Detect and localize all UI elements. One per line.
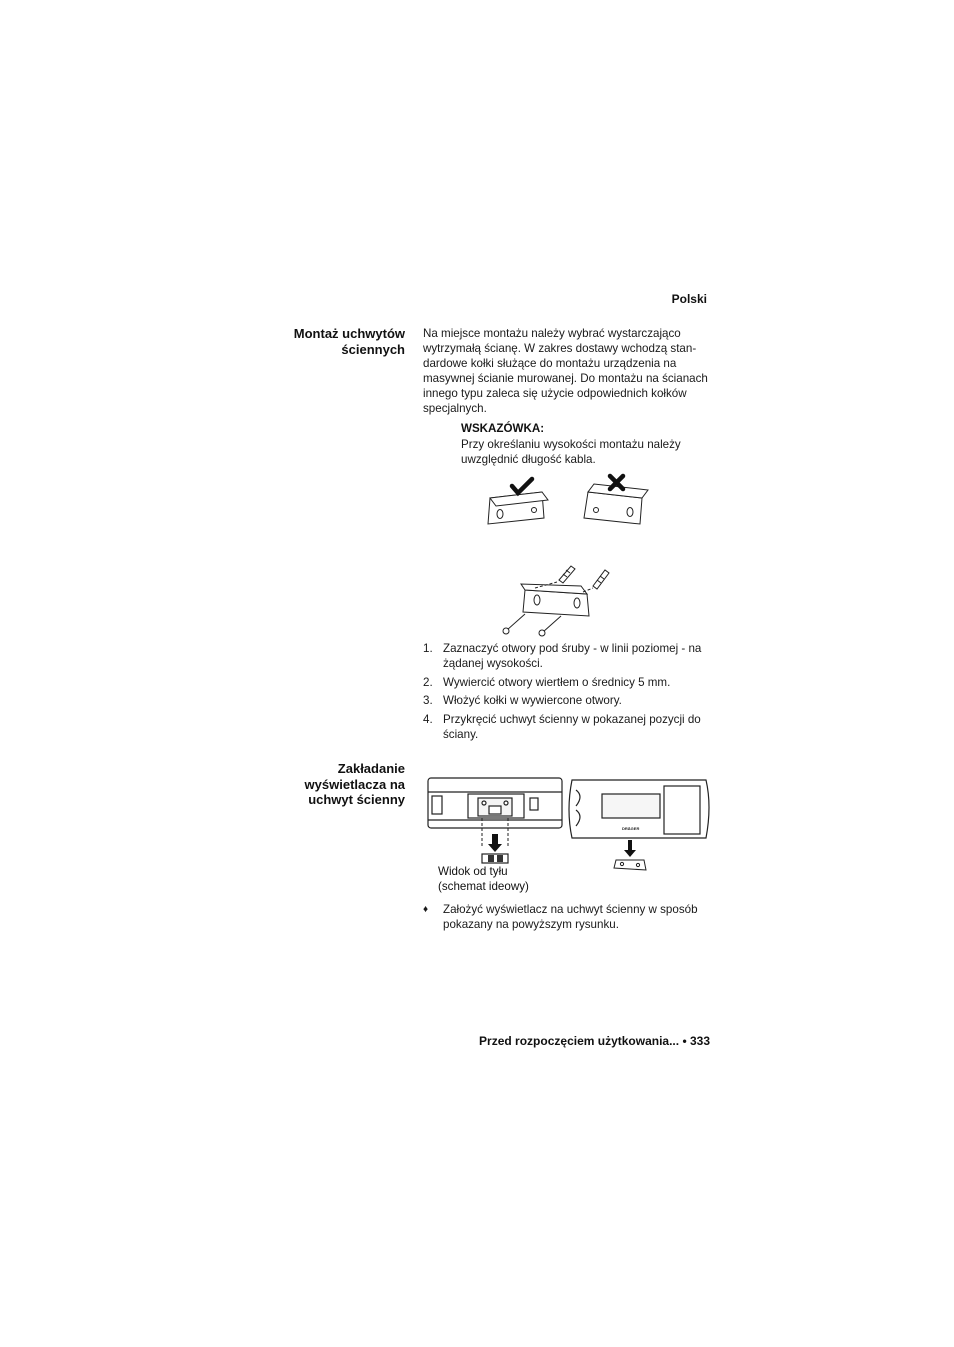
caption-line: (schemat ideowy) (438, 879, 529, 893)
heading-line: wyświetlacza na (304, 776, 405, 792)
heading-line: ściennych (341, 341, 405, 357)
wall-bracket-front (614, 860, 646, 870)
incorrect-bracket (584, 484, 648, 524)
display-rear-view-illustration (426, 776, 566, 868)
check-mark-icon (512, 479, 532, 493)
paragraph-line: wytrzymałą ścianę. W zakres dostawy wchodzą stan- (423, 342, 697, 355)
paragraph-line: innego typu zaleca się użycie odpowiednich kołków (423, 387, 687, 400)
bullet-diamond-icon: ♦ (423, 904, 429, 915)
bullet-instruction (423, 902, 713, 932)
tip-line: uwzględnić długość kabla. (461, 453, 596, 466)
heading-line: uchwyt ścienny (308, 792, 405, 807)
mounting-steps (423, 641, 713, 745)
language-label: Polski (671, 292, 707, 306)
display-front-view-illustration (566, 776, 716, 876)
tip-title: WSKAZÓWKA: (461, 422, 545, 435)
step-number: 4. (423, 712, 433, 726)
bracket-hole (574, 598, 580, 608)
step-text: Włożyć kołki w wywiercone otwory. (443, 694, 622, 707)
figure-caption (438, 865, 558, 894)
tip-line: Przy określaniu wysokości montażu należy (461, 438, 681, 451)
correct-bracket (488, 492, 548, 524)
list-item (423, 712, 713, 742)
wall-bracket-rear (482, 854, 508, 863)
step-text: Wywiercić otwory wiertłem o średnicy 5 mm. (443, 675, 671, 689)
list-item (423, 641, 713, 671)
bracket-hole (534, 595, 540, 605)
paragraph-line: dardowe kołki służące do montażu urządzenia na (423, 357, 677, 370)
display-side-panel (664, 786, 700, 834)
paragraph-line: specjalnych. (423, 402, 487, 415)
arrow-down-icon (488, 834, 502, 852)
dowel (559, 566, 575, 583)
step-text: Zaznaczyć otwory pod śruby - w linii poziomej - na (443, 642, 702, 655)
rear-connector (432, 796, 442, 814)
display-screen (602, 794, 660, 818)
step-number: 3. (423, 694, 433, 707)
list-item (423, 693, 713, 708)
step-text: żądanej wysokości. (443, 657, 543, 670)
screw (539, 616, 561, 636)
bracket-orientation-illustration (480, 470, 660, 530)
bullet-text: Założyć wyświetlacz na uchwyt ścienny w sposób (443, 903, 698, 916)
step-text: Przykręcić uchwyt ścienny w pokazanej pozycji do (443, 712, 701, 726)
heading-line: Montaż uchwytów (293, 326, 405, 341)
bullet-text: pokazany na powyższym rysunku. (443, 918, 619, 931)
bracket-screws-illustration (495, 558, 625, 640)
intro-paragraph (423, 326, 713, 416)
caption-line: Widok od tyłu (438, 865, 508, 878)
tip-text (461, 437, 711, 467)
list-item (423, 675, 713, 690)
screw (503, 614, 525, 634)
heading-line: Zakładanie (337, 761, 405, 776)
page-footer: Przed rozpoczęciem użytkowania... • 333 (479, 1034, 710, 1048)
paragraph-line: masywnej ścianie murowanej. Do montażu na ścianach (423, 372, 708, 385)
section-heading-mounting (240, 326, 405, 357)
step-text: ściany. (443, 727, 479, 741)
arrow-down-icon (624, 840, 636, 857)
step-number: 2. (423, 675, 433, 689)
section-heading-display-attach (240, 761, 405, 808)
step-number: 1. (423, 642, 433, 655)
paragraph-line: Na miejsce montażu należy wybrać wystarczająco (423, 327, 681, 340)
device-brand-label: DRÄGER (622, 826, 640, 831)
dowel (593, 570, 609, 589)
